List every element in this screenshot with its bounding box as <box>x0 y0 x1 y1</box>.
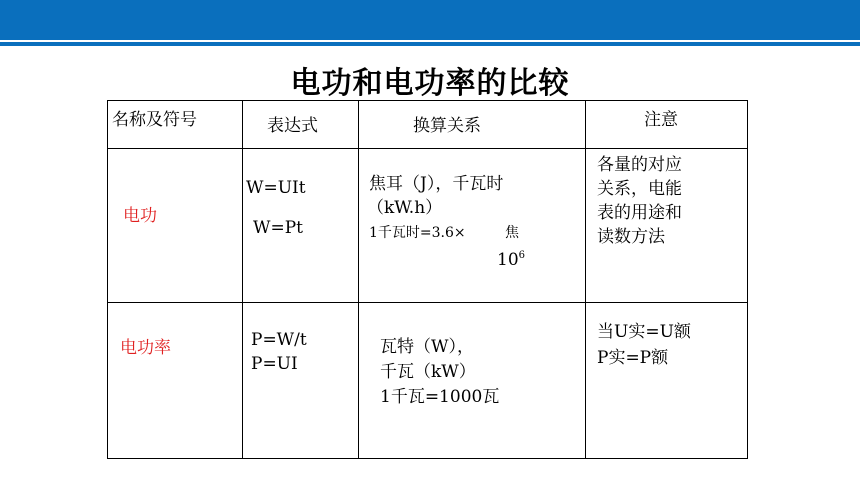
expression-line: P=W/t <box>251 330 307 350</box>
header-name: 名称及符号 <box>112 110 197 130</box>
header-cell-name <box>108 101 243 149</box>
note-line: 表的用途和 <box>597 203 682 223</box>
table-row-electric-power <box>108 303 748 459</box>
cell-expression <box>243 303 359 459</box>
header-note: 注意 <box>644 110 678 130</box>
cell-note <box>586 303 748 459</box>
expression-line: W=Pt <box>253 218 303 238</box>
conversion-power <box>497 249 525 271</box>
row-name-electric-power: 电功率 <box>120 338 171 358</box>
note-line: P实=P额 <box>597 348 669 368</box>
note-block <box>597 319 691 371</box>
header-cell-expression <box>243 101 359 149</box>
conversion-line: 1千瓦=1000瓦 <box>380 387 500 407</box>
conversion-line: （kW.h） <box>367 198 443 218</box>
comparison-table <box>107 100 748 459</box>
conversion-line: 1千瓦时=3.6× <box>369 225 466 241</box>
cell-note <box>586 149 748 303</box>
cell-name <box>108 149 243 303</box>
cell-conversion <box>359 303 586 459</box>
cell-name <box>108 303 243 459</box>
page-title: 电功和电功率的比较 <box>290 66 570 101</box>
conversion-line: 千瓦（kW） <box>380 362 476 382</box>
power-base: 10 <box>497 250 519 270</box>
note-line: 当U实=U额 <box>597 322 691 342</box>
note-line: 关系，电能 <box>597 179 682 199</box>
conversion-line: 焦耳（J），千瓦时 <box>369 174 504 194</box>
expression-line: W=UIt <box>246 178 306 198</box>
note-line: 读数方法 <box>597 227 665 247</box>
header-rule <box>0 42 860 46</box>
row-name-electric-work: 电功 <box>123 206 157 226</box>
cell-conversion <box>359 149 586 303</box>
header-band <box>0 0 860 40</box>
table-row-electric-work <box>108 149 748 303</box>
header-conversion: 换算关系 <box>413 116 481 136</box>
table-header-row <box>108 101 748 149</box>
header-cell-note <box>586 101 748 149</box>
note-block <box>597 153 682 249</box>
conversion-unit: 焦 <box>505 225 519 241</box>
header-expression: 表达式 <box>267 116 318 136</box>
conversion-block <box>380 335 499 410</box>
power-exponent: 6 <box>518 250 526 261</box>
header-cell-conversion <box>359 101 586 149</box>
cell-expression <box>243 149 359 303</box>
note-line: 各量的对应 <box>597 155 682 175</box>
expression-line: P=UI <box>251 354 298 374</box>
conversion-line: 瓦特（W）， <box>380 337 474 357</box>
